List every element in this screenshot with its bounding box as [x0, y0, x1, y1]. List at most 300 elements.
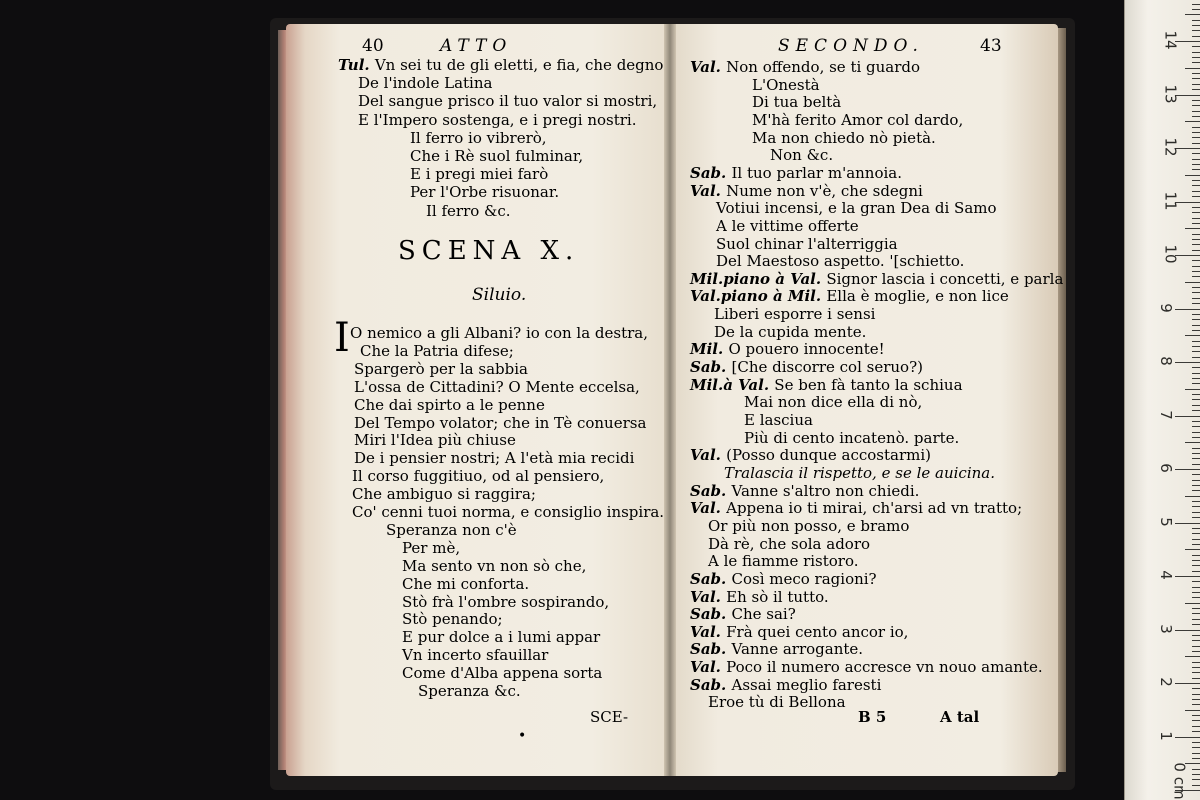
ruler-tick	[1185, 175, 1200, 176]
verse-line	[690, 676, 881, 694]
book-gutter	[664, 24, 676, 776]
ruler-tick	[1192, 105, 1200, 106]
ruler-tick	[1192, 325, 1200, 326]
ruler-tick	[1192, 608, 1200, 609]
speaker-label: Val.	[690, 499, 727, 518]
ruler-tick	[1192, 528, 1200, 529]
ruler-number: 10	[1161, 244, 1180, 264]
line-text: E i pregi miei farò	[410, 165, 549, 184]
verse-line	[410, 129, 547, 147]
ruler-tick	[1192, 84, 1200, 85]
line-text: A le fiamme ristoro.	[708, 552, 859, 571]
verse-line	[744, 411, 813, 429]
ruler-number: 8	[1156, 356, 1175, 366]
line-text: M'hà ferito Amor col dardo,	[752, 110, 964, 129]
line-text: Votiui incensi, e la gran Dea di Samo	[716, 199, 997, 218]
ruler-tick	[1192, 571, 1200, 572]
line-text: Suol chinar l'alterriggia	[716, 234, 898, 253]
ruler-tick	[1192, 726, 1200, 727]
ruler-tick	[1192, 357, 1200, 358]
verse-line	[690, 499, 1022, 517]
ruler-tick	[1192, 512, 1200, 513]
ruler-tick	[1192, 351, 1200, 352]
speaker-label: Mil.à Val.	[690, 375, 775, 394]
line-text: Appena io ti mirai, ch'arsi ad vn tratto;	[726, 499, 1023, 518]
line-text: Se ben fà tanto la schiua	[774, 375, 963, 394]
ruler-tick	[1192, 678, 1200, 679]
speaker-label: Sab.	[690, 605, 732, 624]
speaker-label: Val.	[690, 446, 727, 465]
ruler-tick	[1192, 378, 1200, 379]
ruler-tick	[1175, 576, 1200, 577]
line-text: Il ferro &c.	[426, 201, 511, 220]
verse-line	[690, 658, 1043, 676]
verse-line: Stò penando;	[402, 610, 503, 629]
line-text: Dà rè, che sola adoro	[708, 534, 871, 553]
left-catchword: SCE-	[590, 708, 629, 726]
ruler-tick	[1192, 9, 1200, 10]
ruler-tick	[1185, 335, 1200, 336]
ruler-tick	[1185, 710, 1200, 711]
ruler-tick	[1175, 523, 1200, 524]
verse-line	[410, 147, 583, 165]
ruler-tick	[1192, 341, 1200, 342]
ruler-tick	[1192, 276, 1200, 277]
ruler-tick	[1192, 715, 1200, 716]
ruler-number: 14	[1161, 30, 1180, 50]
ruler-tick	[1192, 394, 1200, 395]
line-text: Poco il numero accresce vn nouo amante.	[726, 658, 1043, 677]
verse-line: Speranza non c'è	[386, 520, 517, 539]
ruler-tick	[1192, 89, 1200, 90]
ruler-tick	[1192, 490, 1200, 491]
ruler-number: 4	[1156, 570, 1175, 580]
ruler-tick	[1192, 704, 1200, 705]
ruler-tick	[1192, 271, 1200, 272]
line-text: De la cupida mente.	[714, 322, 867, 341]
verse-line	[744, 393, 922, 411]
verse-line: Come d'Alba appena sorta	[402, 664, 603, 683]
speaker-label: Val.	[690, 622, 727, 641]
ruler-tick	[1192, 164, 1200, 165]
verse-line	[770, 146, 833, 164]
line-text: [Che discorre col seruo?)	[731, 358, 923, 377]
verse-line	[410, 165, 548, 183]
verse-line	[716, 217, 859, 235]
ruler-tick	[1185, 68, 1200, 69]
scene-title: SCENA X.	[398, 236, 580, 266]
line-text: Così meco ragioni?	[731, 569, 877, 588]
verse-line: O nemico a gli Albani? io con la destra,	[350, 324, 648, 342]
line-text: Che sai?	[731, 605, 796, 624]
verse-line	[338, 56, 663, 74]
verse-line	[690, 164, 902, 182]
verse-line: Che dai spirto a le penne	[354, 395, 545, 414]
ruler-tick	[1192, 501, 1200, 502]
ruler-tick	[1192, 153, 1200, 154]
ruler-tick	[1185, 603, 1200, 604]
ruler-tick	[1192, 132, 1200, 133]
ruler-tick	[1192, 244, 1200, 245]
ruler-tick	[1192, 646, 1200, 647]
verse-line	[708, 552, 859, 570]
verse-line	[752, 76, 820, 94]
ruler-tick	[1192, 298, 1200, 299]
line-text: Mai non dice ella di nò,	[744, 393, 923, 412]
ruler-tick	[1192, 287, 1200, 288]
verse-line: Che mi conforta.	[402, 574, 530, 593]
verse-line	[690, 58, 920, 76]
ruler-tick	[1192, 57, 1200, 58]
line-text: Del sangue prisco il tuo valor si mostri,	[358, 92, 658, 111]
ruler-tick	[1192, 346, 1200, 347]
verse-line: Co' cenni tuoi norma, e consiglio inspira.	[352, 503, 665, 521]
verse-line	[690, 182, 923, 200]
speaker-label: Sab.	[690, 640, 732, 659]
ruler-tick	[1192, 137, 1200, 138]
speaker-label: Sab.	[690, 358, 732, 377]
verse-line	[714, 305, 875, 323]
line-text: Tralascia il rispetto, e se le auicina.	[724, 463, 995, 482]
ruler-tick	[1192, 20, 1200, 21]
verse-line: Stò frà l'ombre sospirando,	[402, 592, 610, 611]
ruler-tick	[1185, 549, 1200, 550]
ruler-tick	[1192, 266, 1200, 267]
verse-line	[744, 429, 959, 447]
verse-line	[690, 623, 908, 641]
ruler-tick	[1192, 239, 1200, 240]
verse-line	[690, 376, 963, 394]
line-text: E l'Impero sostenga, e i pregi nostri.	[358, 110, 637, 129]
ruler-tick	[1192, 640, 1200, 641]
ruler-tick	[1192, 458, 1200, 459]
line-text: Che i Rè suol fulminar,	[410, 147, 584, 165]
ruler-tick	[1192, 662, 1200, 663]
line-text: Ma non chiedo nò pietà.	[752, 128, 936, 147]
ruler-tick	[1192, 747, 1200, 748]
ruler-tick	[1192, 46, 1200, 47]
ruler-number: 3	[1156, 623, 1175, 634]
ruler-number: 0 cm	[1170, 762, 1189, 800]
verse-line	[690, 588, 829, 606]
ruler-tick	[1192, 426, 1200, 427]
verse-line	[358, 111, 637, 129]
ruler-number: 12	[1161, 137, 1180, 157]
ruler-tick	[1192, 218, 1200, 219]
ruler-tick	[1192, 774, 1200, 775]
ruler-tick	[1192, 250, 1200, 251]
ruler-tick	[1192, 421, 1200, 422]
speaker-label: Val.	[690, 181, 727, 200]
line-text: Eroe tù di Bellona	[708, 693, 846, 712]
ruler-tick	[1185, 496, 1200, 497]
ruler-tick	[1192, 62, 1200, 63]
verse-line	[708, 693, 846, 711]
line-text: Signor lascia i concetti, e parla	[826, 269, 1064, 288]
verse-line	[690, 287, 1009, 305]
ruler-tick	[1185, 656, 1200, 657]
ruler-tick	[1192, 223, 1200, 224]
verse-line	[708, 535, 870, 553]
line-text: (Posso dunque accostarmi)	[726, 446, 932, 465]
verse-line: Che la Patria difese;	[360, 341, 514, 360]
ruler-tick	[1192, 196, 1200, 197]
verse-line	[690, 570, 877, 588]
verse-line: Del Tempo volator; che in Tè conuersa	[354, 413, 647, 432]
ruler-tick	[1192, 779, 1200, 780]
verse-line	[714, 323, 866, 341]
ruler-tick	[1192, 731, 1200, 732]
line-text: Assai meglio faresti	[731, 675, 882, 694]
line-text: Nume non v'è, che sdegni	[726, 181, 923, 200]
scene-character: Siluio.	[472, 285, 527, 305]
ruler-tick	[1192, 52, 1200, 53]
ruler-tick	[1185, 389, 1200, 390]
ruler-tick	[1192, 769, 1200, 770]
verse-line	[358, 92, 657, 110]
ruler-tick	[1192, 539, 1200, 540]
verse-line	[752, 129, 936, 147]
verse-line: L'ossa de Cittadini? O Mente eccelsa,	[354, 377, 640, 396]
ruler-tick	[1192, 587, 1200, 588]
line-text: E lasciua	[744, 411, 813, 429]
ruler-tick	[1192, 319, 1200, 320]
ruler-tick	[1192, 533, 1200, 534]
ruler-tick	[1192, 111, 1200, 112]
right-folio: 43	[980, 36, 1002, 56]
line-text: Vn sei tu de gli eletti, e fia, che degno	[374, 56, 664, 74]
ruler-tick	[1192, 191, 1200, 192]
line-text: O pouero innocente!	[728, 340, 885, 359]
ruler-tick	[1192, 624, 1200, 625]
right-catchword: A tal	[940, 708, 980, 726]
ruler-tick	[1192, 25, 1200, 26]
verse-line	[752, 93, 841, 111]
verse-line	[690, 482, 919, 500]
line-text: Il ferro io vibrerò,	[410, 128, 547, 147]
ruler-tick	[1192, 143, 1200, 144]
ruler-tick	[1175, 309, 1200, 310]
ruler-tick	[1192, 169, 1200, 170]
line-text: Del Maestoso aspetto. '[schietto.	[716, 252, 965, 271]
verse-line	[708, 517, 909, 535]
ruler-tick	[1192, 432, 1200, 433]
verse-line: Il corso fuggitiuo, od al pensiero,	[352, 467, 605, 486]
ruler-tick	[1192, 560, 1200, 561]
ruler-tick	[1192, 127, 1200, 128]
verse-line: Per mè,	[402, 538, 461, 557]
ruler-tick	[1175, 362, 1200, 363]
ruler-tick	[1192, 437, 1200, 438]
ruler-tick	[1192, 4, 1200, 5]
ruler-tick	[1192, 651, 1200, 652]
ruler-tick	[1185, 442, 1200, 443]
verse-line: De i pensier nostri; A l'età mia recidi	[354, 449, 635, 468]
ruler-tick	[1192, 597, 1200, 598]
line-text: Ella è moglie, e non lice	[826, 287, 1009, 306]
speaker-label: Tul.	[338, 56, 375, 74]
left-folio: 40	[362, 36, 384, 56]
ruler-tick	[1185, 121, 1200, 122]
ruler-tick	[1192, 480, 1200, 481]
ruler-tick	[1192, 159, 1200, 160]
ruler-number: 6	[1156, 463, 1175, 473]
speaker-label: Val.	[690, 58, 727, 76]
drop-cap: I	[334, 315, 350, 361]
ruler-tick	[1192, 592, 1200, 593]
ruler-tick	[1192, 448, 1200, 449]
line-text: Non offendo, se ti guardo	[726, 58, 921, 76]
speaker-label: Mil.	[690, 340, 729, 359]
ruler-tick	[1192, 303, 1200, 304]
verse-line: Spargerò per la sabbia	[354, 359, 528, 378]
line-text: Liberi esporre i sensi	[714, 305, 876, 324]
speaker-label: Sab.	[690, 163, 732, 182]
verse-line	[690, 358, 923, 376]
signature-mark: B 5	[858, 708, 887, 726]
verse-line	[690, 640, 863, 658]
ruler-tick	[1192, 207, 1200, 208]
ruler-number: 1	[1156, 730, 1175, 741]
verse-line	[690, 605, 796, 623]
line-text: L'Onestà	[752, 75, 820, 94]
ruler-tick	[1175, 469, 1200, 470]
ruler-tick	[1175, 683, 1200, 684]
ruler-tick	[1192, 36, 1200, 37]
verse-line	[724, 464, 995, 482]
ruler-tick	[1192, 185, 1200, 186]
ruler-tick	[1192, 672, 1200, 673]
ruler-tick	[1192, 314, 1200, 315]
verse-line: Miri l'Idea più chiuse	[354, 431, 516, 450]
ruler-tick	[1192, 506, 1200, 507]
verse-line: Che ambiguo si raggira;	[352, 485, 536, 504]
ruler-number: 7	[1156, 409, 1175, 420]
ruler-tick	[1185, 228, 1200, 229]
ruler-tick	[1192, 405, 1200, 406]
ruler-tick	[1192, 292, 1200, 293]
verse-line: Ma sento vn non sò che,	[402, 556, 587, 575]
ruler-tick	[1192, 373, 1200, 374]
ruler-tick	[1192, 410, 1200, 411]
ruler-tick	[1192, 453, 1200, 454]
line-text: De l'indole Latina	[358, 74, 493, 93]
line-text: A le vittime offerte	[716, 216, 859, 235]
ruler-tick	[1192, 581, 1200, 582]
ruler-tick	[1192, 485, 1200, 486]
line-text: Frà quei cento ancor io,	[726, 622, 909, 641]
page-dot-ornament: •	[518, 728, 527, 744]
ruler-tick	[1192, 100, 1200, 101]
verse-line: Speranza &c.	[418, 682, 521, 700]
verse-line: Vn incerto sfauillar	[402, 646, 549, 665]
speaker-label: Val.	[690, 587, 727, 606]
ruler-tick	[1192, 30, 1200, 31]
ruler-number: 2	[1156, 677, 1175, 687]
ruler-tick	[1192, 234, 1200, 235]
line-text: Vanne arrogante.	[731, 640, 864, 659]
ruler-tick	[1192, 73, 1200, 74]
ruler-tick	[1192, 688, 1200, 689]
speaker-label: Sab.	[690, 481, 732, 500]
ruler-tick	[1175, 630, 1200, 631]
right-running-head: SECONDO.	[778, 36, 924, 56]
ruler-tick	[1192, 330, 1200, 331]
measurement-ruler	[1124, 0, 1200, 800]
ruler-tick	[1192, 758, 1200, 759]
ruler-tick	[1192, 667, 1200, 668]
ruler-tick	[1192, 260, 1200, 261]
line-text: Eh sò il tutto.	[726, 587, 829, 606]
ruler-tick	[1192, 78, 1200, 79]
verse-line	[690, 340, 885, 358]
line-text: Or più non posso, e bramo	[708, 516, 910, 535]
ruler-tick	[1192, 116, 1200, 117]
ruler-number: 9	[1156, 302, 1175, 313]
speaker-label: Sab.	[690, 569, 732, 588]
line-text: Vanne s'altro non chiedi.	[731, 481, 920, 500]
speaker-label: Val.piano à Mil.	[690, 287, 827, 306]
verse-line	[426, 202, 511, 220]
ruler-tick	[1175, 737, 1200, 738]
line-text: Di tua beltà	[752, 93, 842, 112]
ruler-tick	[1192, 367, 1200, 368]
ruler-tick	[1192, 517, 1200, 518]
line-text: Più di cento incatenò. parte.	[744, 428, 960, 447]
ruler-number: 11	[1161, 190, 1180, 211]
speaker-label: Val.	[690, 658, 727, 677]
ruler-number: 13	[1161, 83, 1180, 104]
line-text: Non &c.	[770, 146, 834, 165]
left-running-head: ATTO	[440, 36, 513, 56]
ruler-tick	[1192, 383, 1200, 384]
ruler-tick	[1192, 635, 1200, 636]
ruler-tick	[1192, 613, 1200, 614]
ruler-tick	[1192, 753, 1200, 754]
ruler-tick	[1192, 399, 1200, 400]
ruler-tick	[1192, 565, 1200, 566]
ruler-tick	[1192, 619, 1200, 620]
verse-line	[690, 270, 1063, 288]
ruler-tick	[1192, 464, 1200, 465]
ruler-tick	[1192, 785, 1200, 786]
ruler-tick	[1192, 544, 1200, 545]
verse-line	[690, 446, 931, 464]
verse-line: E pur dolce a i lumi appar	[402, 628, 601, 647]
line-text: Per l'Orbe risuonar.	[410, 183, 560, 202]
ruler-tick	[1192, 180, 1200, 181]
ruler-tick	[1192, 474, 1200, 475]
ruler-tick	[1192, 694, 1200, 695]
ruler-number: 5	[1156, 516, 1175, 527]
ruler-tick	[1192, 212, 1200, 213]
ruler-tick	[1192, 555, 1200, 556]
speaker-label: Sab.	[690, 675, 732, 694]
verse-line	[752, 111, 963, 129]
verse-line	[410, 183, 559, 201]
speaker-label: Mil.piano à Val.	[690, 269, 827, 288]
verse-line	[716, 199, 997, 217]
ruler-tick	[1175, 416, 1200, 417]
ruler-tick	[1192, 742, 1200, 743]
verse-line	[716, 252, 964, 270]
ruler-tick	[1185, 14, 1200, 15]
verse-line	[358, 74, 492, 92]
ruler-tick	[1192, 720, 1200, 721]
ruler-tick	[1185, 282, 1200, 283]
ruler-tick	[1192, 699, 1200, 700]
verse-line	[716, 235, 898, 253]
